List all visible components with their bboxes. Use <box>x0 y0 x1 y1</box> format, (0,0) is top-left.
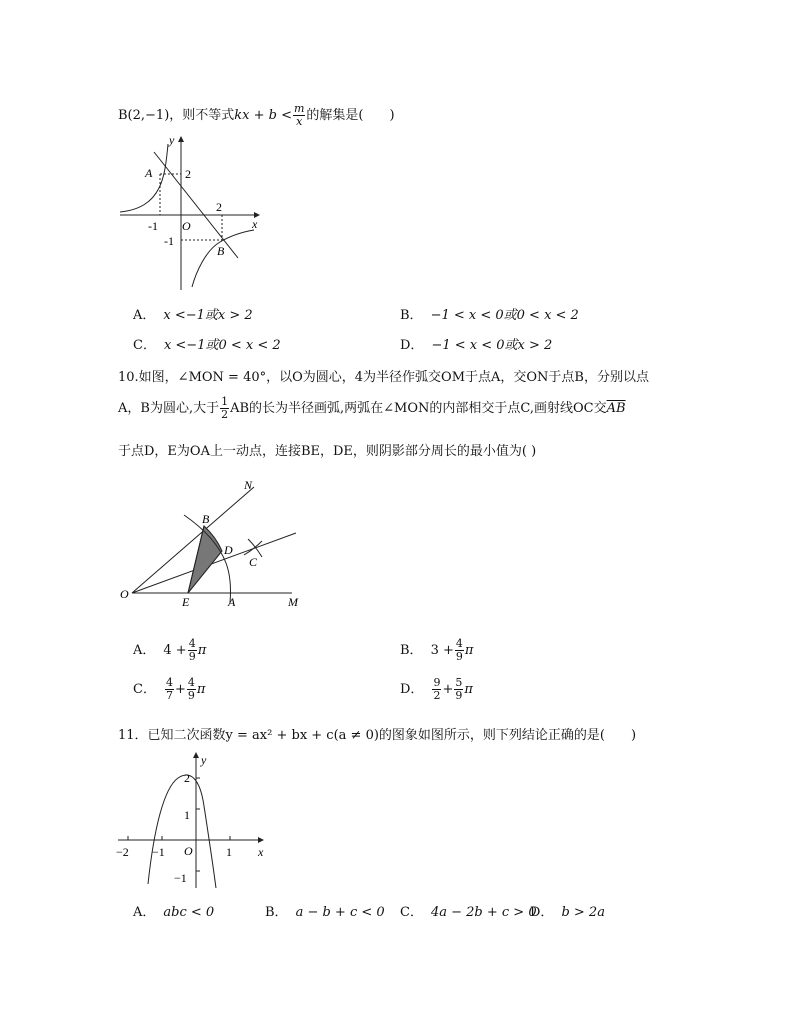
q11-y-arrow <box>193 752 199 758</box>
q9-tick-m1y: -1 <box>164 234 174 248</box>
q9-tick-2x: 2 <box>216 200 222 214</box>
q11-tick-1: 1 <box>184 808 190 822</box>
q11-label-x: x <box>258 845 264 859</box>
q9-label-b: B <box>217 244 225 258</box>
q10-label-o: O <box>120 587 129 601</box>
q9-stem-post: 的解集是( ) <box>306 108 395 123</box>
q11-option-d[interactable]: D． b > 2a <box>530 905 605 920</box>
q11-tick-2: 2 <box>184 771 190 785</box>
q11-stem: 11．已知二次函数y = ax² + bx + c(a ≠ 0)的图象如图所示，则下列结论正确的是( ) <box>118 728 637 743</box>
q9-option-c[interactable]: C． x <−1或0 < x < 2 <box>133 338 281 353</box>
q9-label-x: x <box>252 217 258 231</box>
q9-option-d[interactable]: D． −1 < x < 0或x > 2 <box>400 338 553 353</box>
q10-label-m: M <box>288 595 298 609</box>
q11-option-c[interactable]: C． 4a − 2b + c > 0 <box>400 905 537 920</box>
q11-graph <box>112 748 272 893</box>
q10-stem-line2: A，B为圆心,大于 $\frac{1}{2}$ AB的长为半径画弧,两弧在∠MON的内部相交于点C,画射线OC交$\overline{AB}$ <box>118 395 626 421</box>
q9-label-y: y <box>169 133 175 147</box>
q11-label-o: O <box>184 844 193 858</box>
q9-hyperbola-left <box>120 144 168 212</box>
q9-tick-m1x: -1 <box>148 219 158 233</box>
q11-label-y: y <box>201 753 207 767</box>
q10-stem-line3: 于点D，E为OA上一动点，连接BE，DE，则阴影部分周长的最小值为( ) <box>118 444 537 459</box>
q9-stem <box>118 103 395 128</box>
q10-option-a[interactable]: A． 4 + $\frac{4}{9}$ π <box>133 637 207 663</box>
q9-stem-expr: kx + b < <box>234 108 292 123</box>
q10-option-d[interactable]: D． $\frac{9}{2}$ + $\frac{5}{9}$ π <box>400 676 473 702</box>
q11-tick-m2: −2 <box>116 845 129 859</box>
q11-tick-m1x: −1 <box>152 845 165 859</box>
q9-y-arrow <box>178 136 184 142</box>
q9-label-o: O <box>182 219 191 233</box>
q9-option-b[interactable]: B． −1 < x < 0或0 < x < 2 <box>400 308 579 323</box>
q9-stem-fraction: $\frac{m}{x}$ <box>293 102 305 128</box>
q10-label-d: D <box>224 543 233 557</box>
q9-tick-2y: 2 <box>185 167 191 181</box>
q9-stem-pre: B(2,−1)，则不等式 <box>118 108 235 123</box>
q10-stem-line1: 10.如图，∠MON = 40°，以O为圆心，4为半径作弧交OM于点A，交ON于点B，分别以点 <box>118 370 649 385</box>
q11-option-b[interactable]: B． a − b + c < 0 <box>265 905 385 920</box>
q10-option-b[interactable]: B． 3 + $\frac{4}{9}$ π <box>400 637 474 663</box>
q10-shaded-region <box>188 526 222 593</box>
q10-label-c: C <box>249 555 258 569</box>
q11-tick-1x: 1 <box>226 845 232 859</box>
q10-half-fraction: $\frac{1}{2}$ <box>221 395 229 421</box>
q9-graph <box>112 132 272 292</box>
q9-option-a[interactable]: A． x <−1或x > 2 <box>133 308 253 323</box>
q10-label-e: E <box>182 595 190 609</box>
q10-figure <box>112 475 312 615</box>
q10-option-c[interactable]: C． $\frac{4}{7}$ + $\frac{4}{9}$ π <box>133 676 206 702</box>
q9-label-a: A <box>145 166 153 180</box>
q10-label-b: B <box>202 512 210 526</box>
q11-x-arrow <box>258 837 264 843</box>
q11-tick-m1y: −1 <box>174 871 187 885</box>
q11-option-a[interactable]: A． abc < 0 <box>133 905 215 920</box>
q10-label-n: N <box>244 478 253 492</box>
q10-label-a: A <box>228 595 236 609</box>
q10-arc-ab: $\overline{AB}$ <box>606 401 626 416</box>
